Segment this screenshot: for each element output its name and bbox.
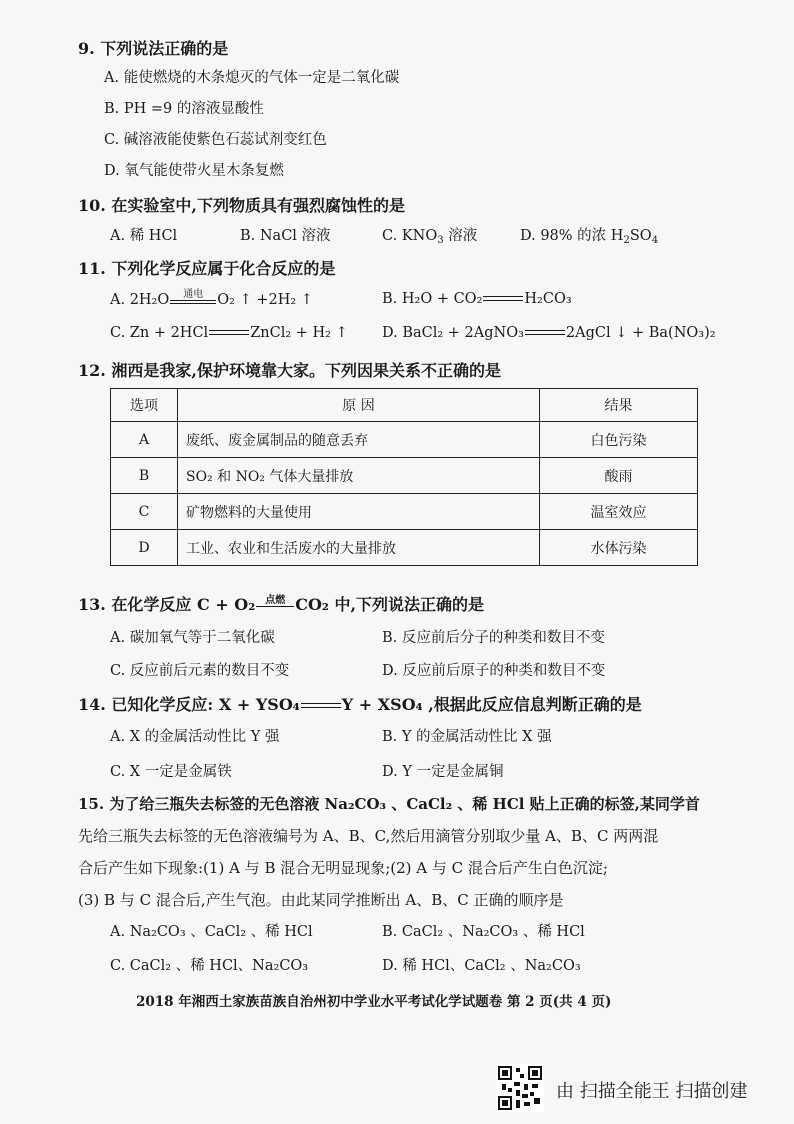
row-result: 白色污染 [540,422,698,458]
q12-table [110,388,698,566]
row-option: B [111,458,178,494]
table-row [111,530,698,566]
q13-stem: 13. 在化学反应 C + O₂ 点燃 CO₂ 中,下列说法正确的是 [78,592,484,615]
q9-option-b: B. PH =9 的溶液显酸性 [104,101,264,117]
table-row [111,458,698,494]
table-row [111,422,698,458]
q15-option-c: C. CaCl₂ 、稀 HCl、Na₂CO₃ [110,958,309,974]
q9-option-a: A. 能使燃烧的木条熄灭的气体一定是二氧化碳 [104,70,400,86]
scanner-watermark: 由 扫描全能王 扫描创建 [556,1081,748,1102]
q9-option-c: C. 碱溶液能使紫色石蕊试剂变红色 [104,132,327,148]
row-option: C [111,494,178,530]
row-cause: 工业、农业和生活废水的大量排放 [178,530,540,566]
row-result: 水体污染 [540,530,698,566]
q12-stem: 12. 湘西是我家,保护环境靠大家。下列因果关系不正确的是 [78,361,501,380]
q9-option-d: D. 氧气能使带火星木条复燃 [104,163,284,179]
q13-option-b: B. 反应前后分子的种类和数目不变 [382,630,605,646]
header-result: 结果 [540,389,698,422]
q15-option-b: B. CaCl₂ 、Na₂CO₃ 、稀 HCl [382,924,585,940]
q11-stem: 11. 下列化学反应属于化合反应的是 [78,259,336,278]
q14-option-c: C. X 一定是金属铁 [110,764,232,780]
q9-stem: 9. 下列说法正确的是 [78,39,229,58]
q10-option-a: A. 稀 HCl [110,228,178,244]
q15-line-4: (3) B 与 C 混合后,产生气泡。由此某同学推断出 A、B、C 正确的顺序是 [78,891,564,909]
q14-stem: 14. 已知化学反应: X + YSO₄ Y + XSO₄ ,根据此反应信息判断正确的是 [78,695,642,714]
q15-option-a: A. Na₂CO₃ 、CaCl₂ 、稀 HCl [110,924,313,940]
q15-line-3: 合后产生如下现象:(1) A 与 B 混合无明显现象;(2) A 与 C 混合后产生白色沉淀; [78,859,608,877]
q11-option-a: A. 2H₂O 通电 O₂ ↑ +2H₂ ↑ [110,291,313,309]
q10-stem: 10. 在实验室中,下列物质具有强烈腐蚀性的是 [78,196,405,215]
q14-option-a: A. X 的金属活动性比 Y 强 [110,729,280,745]
page-footer: 2018 年湘西土家族苗族自治州初中学业水平考试化学试题卷 第 2 页(共 4 页) [136,994,612,1010]
table-row [111,494,698,530]
q13-option-a: A. 碳加氧气等于二氧化碳 [110,630,275,646]
row-cause: SO₂ 和 NO₂ 气体大量排放 [178,458,540,494]
condition-label: 通电 [183,289,204,300]
q15-line-1: 15. 为了给三瓶失去标签的无色溶液 Na₂CO₃ 、CaCl₂ 、稀 HCl 贴上正确的标签,某同学首 [78,795,700,813]
row-result: 酸雨 [540,458,698,494]
q15-line-2: 先给三瓶失去标签的无色溶液编号为 A、B、C,然后用滴管分别取少量 A、B、C 两两混 [78,827,659,845]
row-cause: 矿物燃料的大量使用 [178,494,540,530]
table-header-row [111,389,698,422]
row-option: D [111,530,178,566]
condition-label: 点燃 [265,594,286,606]
row-cause: 废纸、废金属制品的随意丢弃 [178,422,540,458]
q13-option-d: D. 反应前后原子的种类和数目不变 [382,663,606,679]
q10-option-c: C. $KNO_3$ 溶液 [382,228,478,246]
q14-option-b: B. Y 的金属活动性比 X 强 [382,729,552,745]
q11-option-c: C. Zn + 2HCl ZnCl₂ + H₂ ↑ [110,325,348,341]
row-result: 温室效应 [540,494,698,530]
q11-option-b: B. H₂O + CO₂ H₂CO₃ [382,291,572,307]
q10-option-d: D. 98% 的浓 $H_2SO_4$ [520,228,659,246]
header-cause: 原 因 [178,389,540,422]
row-option: A [111,422,178,458]
qr-code-icon [496,1064,544,1112]
q14-option-d: D. Y 一定是金属铜 [382,764,504,780]
q13-option-c: C. 反应前后元素的数目不变 [110,663,290,679]
header-option: 选项 [111,389,178,422]
q11-option-d: D. BaCl₂ + 2AgNO₃ 2AgCl ↓ + Ba(NO₃)₂ [382,325,716,341]
q15-option-d: D. 稀 HCl、CaCl₂ 、Na₂CO₃ [382,958,581,974]
q10-option-b: B. NaCl 溶液 [240,228,331,244]
